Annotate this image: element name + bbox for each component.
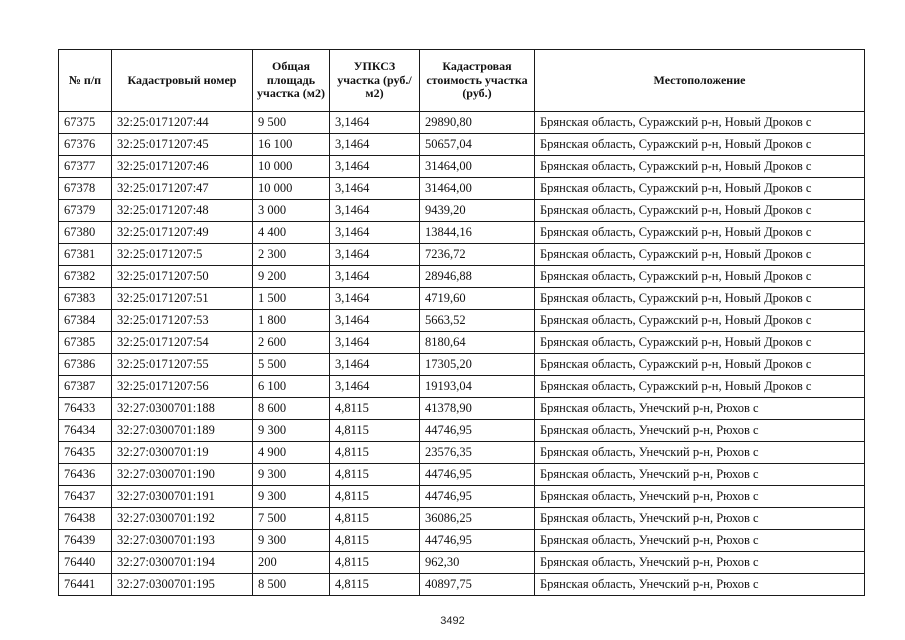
cell-cadastral-number: 32:25:0171207:55 <box>112 354 253 376</box>
cell-row-num: 76441 <box>59 574 112 596</box>
cell-cadastral-cost: 23576,35 <box>420 442 535 464</box>
cell-cadastral-cost: 4719,60 <box>420 288 535 310</box>
cell-row-num: 67375 <box>59 112 112 134</box>
table-row <box>59 420 865 442</box>
cell-cadastral-number: 32:25:0171207:47 <box>112 178 253 200</box>
table-row <box>59 574 865 596</box>
cell-area: 9 200 <box>253 266 330 288</box>
cell-row-num: 67381 <box>59 244 112 266</box>
cell-row-num: 67387 <box>59 376 112 398</box>
page-number: 3492 <box>440 615 465 627</box>
header-cadastral-number: Кадастровый номер <box>112 50 253 112</box>
table-body <box>59 112 865 596</box>
cell-cadastral-cost: 17305,20 <box>420 354 535 376</box>
cell-upkscz: 4,8115 <box>330 574 420 596</box>
cell-upkscz: 3,1464 <box>330 112 420 134</box>
cell-row-num: 76433 <box>59 398 112 420</box>
cell-location: Брянская область, Суражский р-н, Новый Дроков с <box>535 288 865 310</box>
cell-area: 9 300 <box>253 486 330 508</box>
cell-cadastral-number: 32:25:0171207:50 <box>112 266 253 288</box>
header-upkscz: УПКСЗ участка (руб./м2) <box>330 50 420 112</box>
cell-cadastral-number: 32:27:0300701:191 <box>112 486 253 508</box>
cell-upkscz: 3,1464 <box>330 354 420 376</box>
cell-upkscz: 4,8115 <box>330 420 420 442</box>
cell-cadastral-cost: 13844,16 <box>420 222 535 244</box>
cell-location: Брянская область, Унечский р-н, Рюхов с <box>535 442 865 464</box>
cell-row-num: 67379 <box>59 200 112 222</box>
cell-upkscz: 4,8115 <box>330 442 420 464</box>
cell-row-num: 76438 <box>59 508 112 530</box>
table-row <box>59 332 865 354</box>
cell-cadastral-cost: 9439,20 <box>420 200 535 222</box>
cell-area: 8 500 <box>253 574 330 596</box>
cell-location: Брянская область, Суражский р-н, Новый Дроков с <box>535 354 865 376</box>
cell-cadastral-cost: 44746,95 <box>420 530 535 552</box>
cell-row-num: 67380 <box>59 222 112 244</box>
table-row <box>59 442 865 464</box>
cell-location: Брянская область, Суражский р-н, Новый Дроков с <box>535 112 865 134</box>
cell-upkscz: 3,1464 <box>330 200 420 222</box>
table-row <box>59 508 865 530</box>
cell-row-num: 76435 <box>59 442 112 464</box>
table-row <box>59 486 865 508</box>
cell-cadastral-cost: 29890,80 <box>420 112 535 134</box>
cell-cadastral-cost: 44746,95 <box>420 486 535 508</box>
cell-cadastral-cost: 5663,52 <box>420 310 535 332</box>
header-row <box>59 50 865 112</box>
cell-area: 1 500 <box>253 288 330 310</box>
cell-row-num: 67385 <box>59 332 112 354</box>
header-area: Общая площадь участка (м2) <box>253 50 330 112</box>
cell-area: 4 400 <box>253 222 330 244</box>
cell-cadastral-cost: 40897,75 <box>420 574 535 596</box>
cell-upkscz: 4,8115 <box>330 552 420 574</box>
cell-cadastral-number: 32:25:0171207:46 <box>112 156 253 178</box>
table-row <box>59 530 865 552</box>
table-row <box>59 552 865 574</box>
cadastral-table <box>58 49 865 596</box>
cell-upkscz: 3,1464 <box>330 244 420 266</box>
cell-cadastral-cost: 19193,04 <box>420 376 535 398</box>
cell-cadastral-number: 32:25:0171207:49 <box>112 222 253 244</box>
cell-location: Брянская область, Суражский р-н, Новый Дроков с <box>535 134 865 156</box>
cell-area: 9 300 <box>253 420 330 442</box>
cell-upkscz: 3,1464 <box>330 310 420 332</box>
cell-cadastral-number: 32:27:0300701:194 <box>112 552 253 574</box>
cell-upkscz: 3,1464 <box>330 332 420 354</box>
cell-location: Брянская область, Унечский р-н, Рюхов с <box>535 508 865 530</box>
header-num: № п/п <box>59 50 112 112</box>
cell-upkscz: 3,1464 <box>330 376 420 398</box>
cell-location: Брянская область, Суражский р-н, Новый Дроков с <box>535 200 865 222</box>
cell-cadastral-cost: 8180,64 <box>420 332 535 354</box>
cell-cadastral-number: 32:25:0171207:53 <box>112 310 253 332</box>
cell-cadastral-number: 32:25:0171207:5 <box>112 244 253 266</box>
cell-upkscz: 3,1464 <box>330 266 420 288</box>
table-row <box>59 134 865 156</box>
cell-cadastral-cost: 28946,88 <box>420 266 535 288</box>
cell-upkscz: 3,1464 <box>330 222 420 244</box>
cell-area: 7 500 <box>253 508 330 530</box>
cell-location: Брянская область, Унечский р-н, Рюхов с <box>535 486 865 508</box>
cell-area: 10 000 <box>253 156 330 178</box>
cell-cadastral-cost: 44746,95 <box>420 420 535 442</box>
cell-area: 2 300 <box>253 244 330 266</box>
cell-area: 200 <box>253 552 330 574</box>
cell-location: Брянская область, Суражский р-н, Новый Дроков с <box>535 376 865 398</box>
cell-location: Брянская область, Унечский р-н, Рюхов с <box>535 552 865 574</box>
cell-location: Брянская область, Суражский р-н, Новый Дроков с <box>535 178 865 200</box>
cell-area: 6 100 <box>253 376 330 398</box>
cell-cadastral-number: 32:27:0300701:192 <box>112 508 253 530</box>
cell-cadastral-cost: 41378,90 <box>420 398 535 420</box>
cell-location: Брянская область, Суражский р-н, Новый Дроков с <box>535 266 865 288</box>
cell-area: 4 900 <box>253 442 330 464</box>
cell-cadastral-cost: 31464,00 <box>420 178 535 200</box>
table-row <box>59 112 865 134</box>
cell-location: Брянская область, Суражский р-н, Новый Дроков с <box>535 156 865 178</box>
cell-row-num: 76436 <box>59 464 112 486</box>
cell-row-num: 67377 <box>59 156 112 178</box>
cell-upkscz: 4,8115 <box>330 530 420 552</box>
table-header <box>59 50 865 112</box>
cell-location: Брянская область, Унечский р-н, Рюхов с <box>535 574 865 596</box>
table-row <box>59 464 865 486</box>
cell-row-num: 76440 <box>59 552 112 574</box>
cell-row-num: 67384 <box>59 310 112 332</box>
cell-cadastral-number: 32:25:0171207:44 <box>112 112 253 134</box>
table-row <box>59 354 865 376</box>
cell-upkscz: 3,1464 <box>330 134 420 156</box>
header-location: Местоположение <box>535 50 865 112</box>
cell-row-num: 67382 <box>59 266 112 288</box>
cell-upkscz: 3,1464 <box>330 178 420 200</box>
cell-upkscz: 4,8115 <box>330 486 420 508</box>
cell-row-num: 67386 <box>59 354 112 376</box>
cell-cadastral-number: 32:25:0171207:51 <box>112 288 253 310</box>
cell-cadastral-cost: 31464,00 <box>420 156 535 178</box>
cell-cadastral-number: 32:27:0300701:190 <box>112 464 253 486</box>
table-row <box>59 376 865 398</box>
cell-cadastral-number: 32:25:0171207:48 <box>112 200 253 222</box>
cell-row-num: 67378 <box>59 178 112 200</box>
cell-cadastral-number: 32:25:0171207:54 <box>112 332 253 354</box>
cell-cadastral-number: 32:25:0171207:45 <box>112 134 253 156</box>
cell-cadastral-cost: 50657,04 <box>420 134 535 156</box>
cell-area: 10 000 <box>253 178 330 200</box>
cell-location: Брянская область, Суражский р-н, Новый Дроков с <box>535 310 865 332</box>
table-row <box>59 288 865 310</box>
cell-row-num: 76439 <box>59 530 112 552</box>
cell-cadastral-cost: 7236,72 <box>420 244 535 266</box>
cell-location: Брянская область, Унечский р-н, Рюхов с <box>535 530 865 552</box>
cell-location: Брянская область, Суражский р-н, Новый Дроков с <box>535 244 865 266</box>
cell-upkscz: 3,1464 <box>330 156 420 178</box>
cell-location: Брянская область, Суражский р-н, Новый Дроков с <box>535 332 865 354</box>
cell-area: 1 800 <box>253 310 330 332</box>
cell-location: Брянская область, Унечский р-н, Рюхов с <box>535 398 865 420</box>
cell-cadastral-number: 32:27:0300701:19 <box>112 442 253 464</box>
cell-area: 9 300 <box>253 530 330 552</box>
cell-area: 5 500 <box>253 354 330 376</box>
cell-area: 3 000 <box>253 200 330 222</box>
table-row <box>59 244 865 266</box>
table-row <box>59 398 865 420</box>
cell-cadastral-cost: 44746,95 <box>420 464 535 486</box>
cell-cadastral-cost: 36086,25 <box>420 508 535 530</box>
cell-row-num: 76434 <box>59 420 112 442</box>
cell-location: Брянская область, Унечский р-н, Рюхов с <box>535 420 865 442</box>
cell-cadastral-number: 32:27:0300701:188 <box>112 398 253 420</box>
table-row <box>59 156 865 178</box>
cell-cadastral-number: 32:27:0300701:189 <box>112 420 253 442</box>
cell-area: 9 300 <box>253 464 330 486</box>
cell-location: Брянская область, Суражский р-н, Новый Дроков с <box>535 222 865 244</box>
table-row <box>59 222 865 244</box>
cell-row-num: 76437 <box>59 486 112 508</box>
table-row <box>59 310 865 332</box>
cell-upkscz: 4,8115 <box>330 508 420 530</box>
header-cadastral-cost: Кадастровая стоимость участка (руб.) <box>420 50 535 112</box>
table-row <box>59 178 865 200</box>
cell-upkscz: 4,8115 <box>330 464 420 486</box>
cell-cadastral-cost: 962,30 <box>420 552 535 574</box>
table-row <box>59 200 865 222</box>
table-row <box>59 266 865 288</box>
cell-location: Брянская область, Унечский р-н, Рюхов с <box>535 464 865 486</box>
cell-area: 9 500 <box>253 112 330 134</box>
cell-cadastral-number: 32:27:0300701:195 <box>112 574 253 596</box>
cell-area: 2 600 <box>253 332 330 354</box>
cell-cadastral-number: 32:25:0171207:56 <box>112 376 253 398</box>
cell-row-num: 67376 <box>59 134 112 156</box>
cell-row-num: 67383 <box>59 288 112 310</box>
cell-upkscz: 3,1464 <box>330 288 420 310</box>
cell-area: 16 100 <box>253 134 330 156</box>
cell-upkscz: 4,8115 <box>330 398 420 420</box>
cell-area: 8 600 <box>253 398 330 420</box>
cell-cadastral-number: 32:27:0300701:193 <box>112 530 253 552</box>
